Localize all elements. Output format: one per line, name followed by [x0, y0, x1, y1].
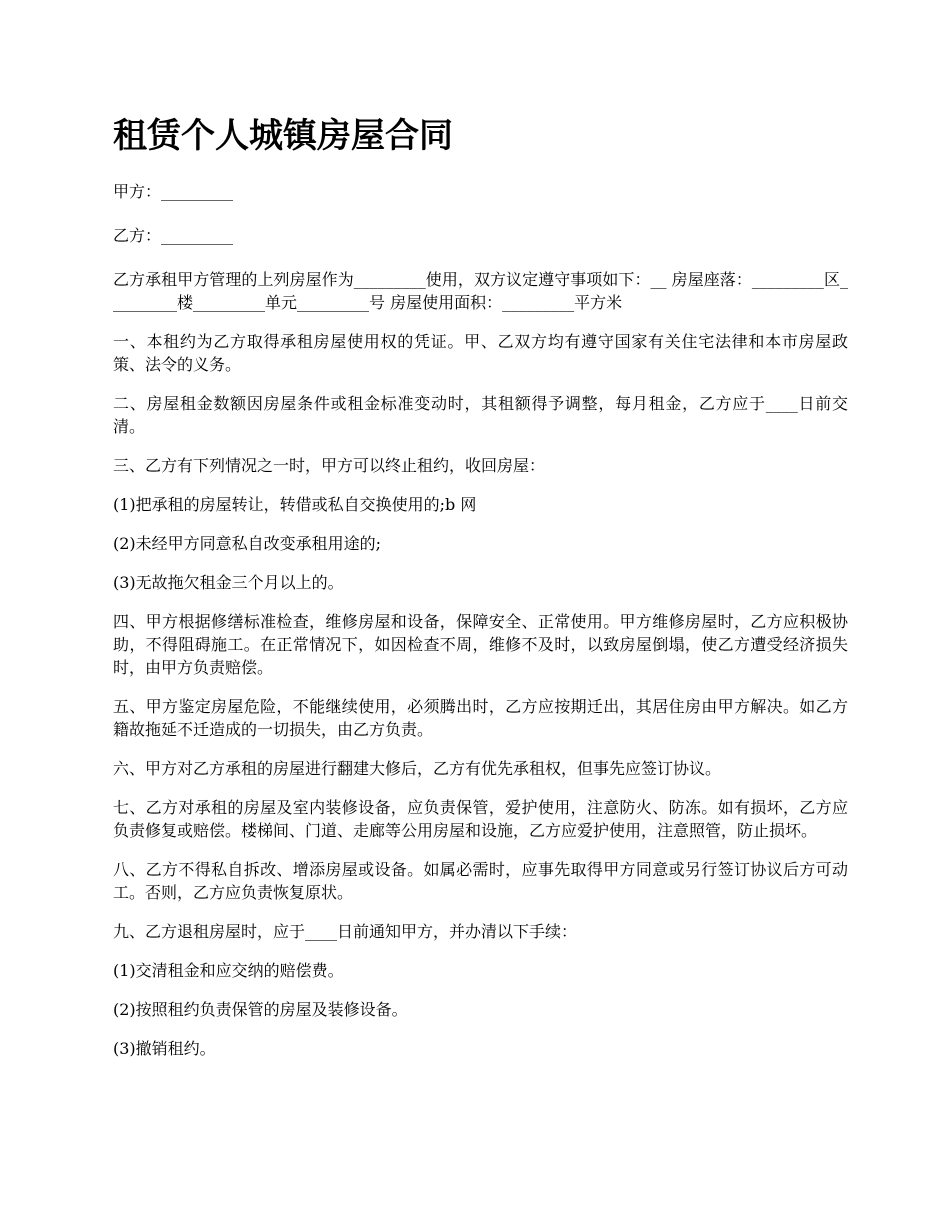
paragraph-clause-3-item-1: (1)把承租的房屋转让，转借或私自交换使用的;b 网	[113, 495, 477, 514]
paragraph-clause-9: 九、乙方退租房屋时，应于____日前通知甲方，并办清以下手续：	[113, 922, 578, 941]
document-title: 租赁个人城镇房屋合同	[113, 116, 453, 156]
paragraph-premises: 乙方承租甲方管理的上列房屋作为_________使用，双方议定遵守事项如下：__ 房屋座落：_________区_________楼_________单元_________号 房屋使用面积：_________平方米	[113, 270, 848, 312]
paragraph-clause-5: 五、甲方鉴定房屋危险，不能继续使用，必须腾出时，乙方应按期迁出，其居住房由甲方解决。如乙方籍故拖延不迁造成的一切损失，由乙方负责。	[113, 697, 848, 739]
paragraph-clause-9-item-2: (2)按照租约负责保管的房屋及装修设备。	[113, 1000, 408, 1019]
paragraph-clause-3: 三、乙方有下列情况之一时，甲方可以终止租约，收回房屋：	[113, 456, 546, 475]
paragraph-clause-7: 七、乙方对承租的房屋及室内装修设备，应负责保管，爱护使用，注意防火、防冻。如有损坏，乙方应负责修复或赔偿。楼梯间、门道、走廊等公用房屋和设施，乙方应爱护使用，注意照管，防止损坏。	[113, 798, 848, 840]
document-page	[113, 112, 848, 1076]
party-a-line: 甲方：_________	[113, 182, 234, 201]
paragraph-clause-3-item-3: (3)无故拖欠租金三个月以上的。	[113, 573, 344, 592]
paragraph-clause-1: 一、本租约为乙方取得承租房屋使用权的凭证。甲、乙双方均有遵守国家有关住宅法律和本市房屋政策、法令的义务。	[113, 332, 848, 374]
paragraph-clause-4: 四、甲方根据修缮标准检查，维修房屋和设备，保障安全、正常使用。甲方维修房屋时，乙方应积极协助，不得阻碍施工。在正常情况下，如因检查不周，维修不及时，以致房屋倒塌，使乙方遭受经济损失时，由甲方负责赔偿。	[113, 612, 848, 677]
paragraph-clause-8: 八、乙方不得私自拆改、增添房屋或设备。如属必需时，应事先取得甲方同意或另行签订协议后方可动工。否则，乙方应负责恢复原状。	[113, 860, 848, 902]
paragraph-clause-2: 二、房屋租金数额因房屋条件或租金标准变动时，其租额得予调整，每月租金，乙方应于____日前交清。	[113, 394, 848, 436]
paragraph-clause-3-item-2: (2)未经甲方同意私自改变承租用途的;	[113, 534, 382, 553]
paragraph-clause-6: 六、甲方对乙方承租的房屋进行翻建大修后，乙方有优先承租权，但事先应签订协议。	[113, 759, 722, 778]
paragraph-clause-9-item-1: (1)交清租金和应交纳的赔偿费。	[113, 961, 344, 980]
paragraph-clause-9-item-3: (3)撤销租约。	[113, 1039, 216, 1058]
party-b-line: 乙方：_________	[113, 226, 234, 245]
